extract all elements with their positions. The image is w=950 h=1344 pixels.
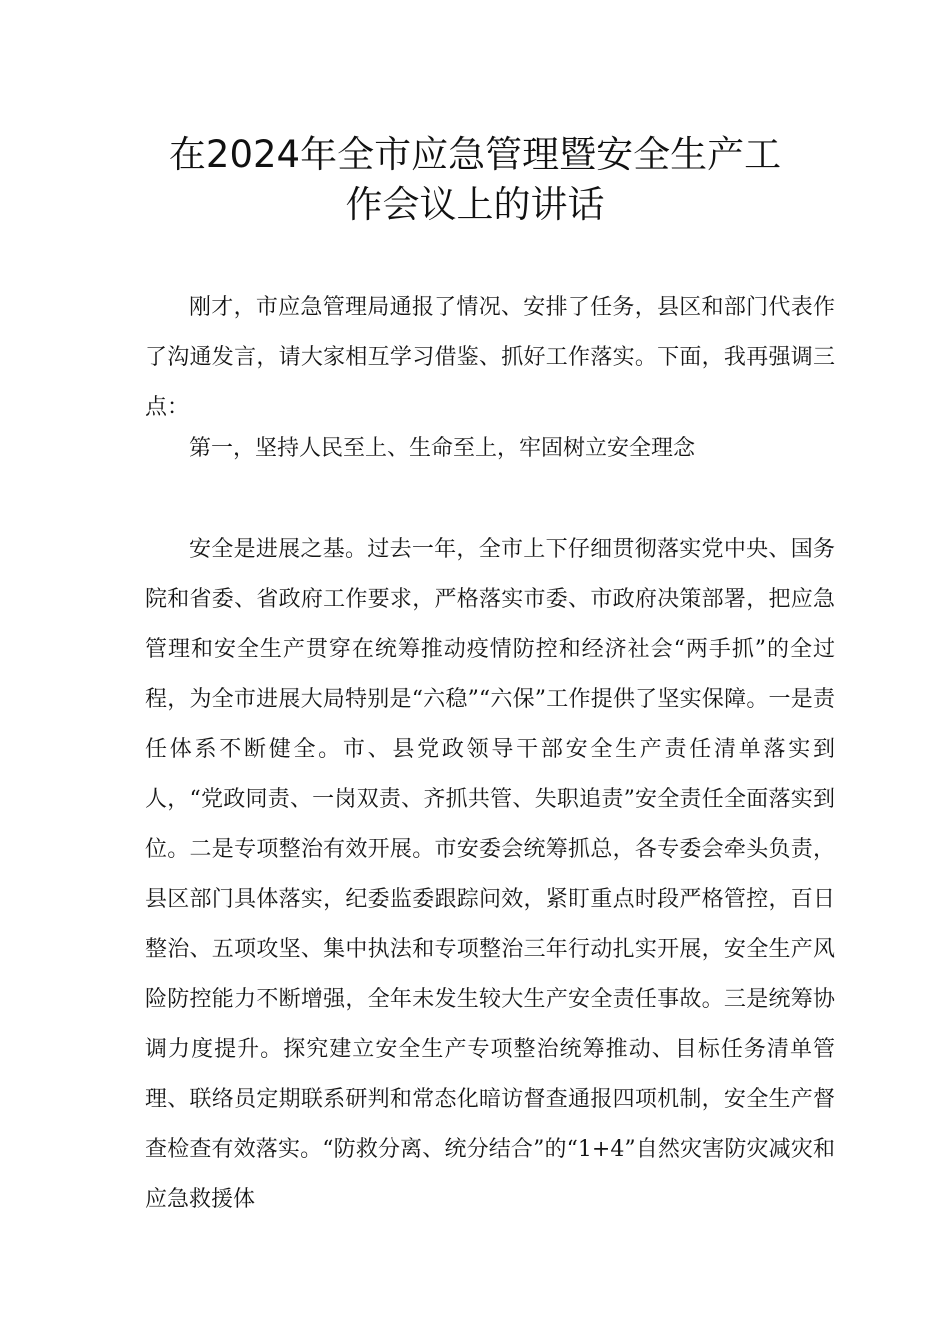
section-heading-first: [145, 424, 835, 474]
paragraph-text: 安全是进展之基。过去一年，全市上下仔细贯彻落实党中央、国务院和省委、省政府工作要求，严格落实市委、市政府决策部署，把应急管理和安全生产贯穿在统筹推动疫情防控和经济社会“两手抓”的全过程，为全市进展大局特别是“六稳”“六保”工作提供了坚实保障。一是责任体系不断健全。市、县党政领导干部安全生产责任清单落实到人，“党政同责、一岗双责、齐抓共管、失职追责”安全责任全面落实到位。二是专项整治有效开展。市安委会统筹抓总，各专委会牵头负责，县区部门具体落实，纪委监委跟踪问效，紧盯重点时段严格管控，百日整治、五项攻坚、集中执法和专项整治三年行动扎实开展，安全生产风险防控能力不断增强，全年未发生较大生产安全责任事故。三是统筹协调力度提升。探究建立安全生产专项整治统筹推动、目标任务清单管理、联络员定期联系研判和常态化暗访督查通报四项机制，安全生产督查检查有效落实。“防救分离、统分结合”的“1+4”自然灾害防灾减灾和应急救援体: [145, 537, 835, 1212]
paragraph-safety-review: [145, 525, 835, 1225]
title-line-1: 在2024年全市应急管理暨安全生产工: [168, 133, 782, 176]
document-title: [120, 130, 830, 230]
paragraph-text: 刚才，市应急管理局通报了情况、安排了任务，县区和部门代表作了沟通发言，请大家相互学习借鉴、抓好工作落实。下面，我再强调三点：: [145, 295, 835, 420]
paragraph-intro: [145, 283, 835, 433]
title-line-2: 作会议上的讲话: [345, 183, 605, 226]
section-heading-text: 第一，坚持人民至上、生命至上，牢固树立安全理念: [189, 436, 696, 461]
